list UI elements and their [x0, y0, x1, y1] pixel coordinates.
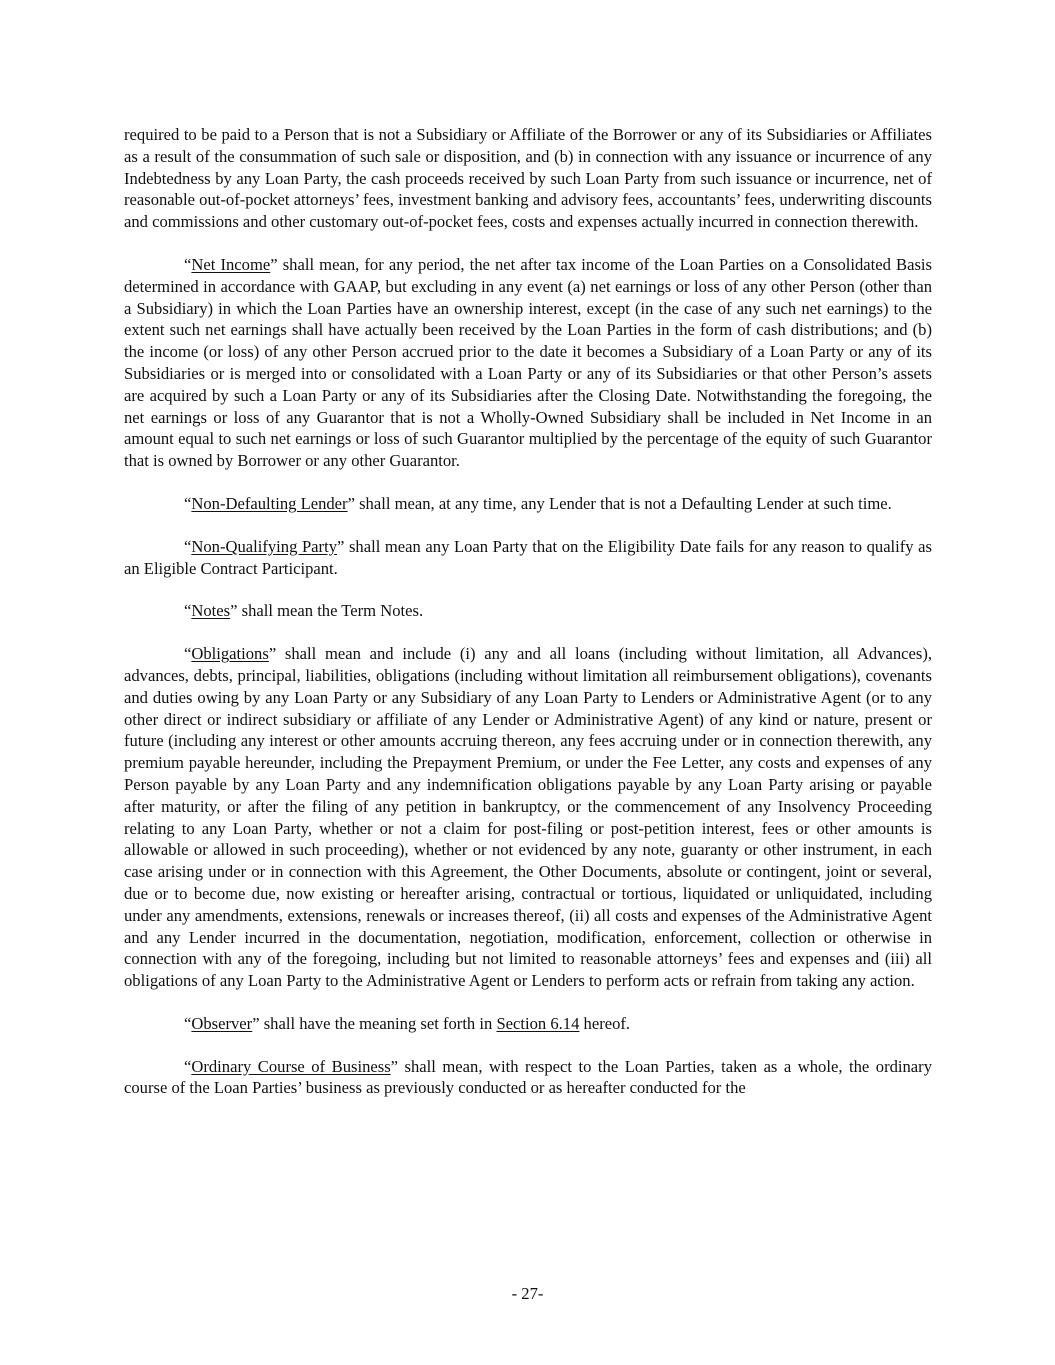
definition-ordinary-course-of-business: “Ordinary Course of Business” shall mean, with respect to the Loan Parties, taken as a whole, the ordinary course of the Loan Parties’ business as previously conducted or as hereafter conducted for the	[124, 1056, 932, 1098]
definition-net-income: “Net Income” shall mean, for any period, the net after tax income of the Loan Parties on a Consolidated Basis determined in accordance with GAAP, but excluding in any event (a) net earnings or loss of any other Person (other than a Subsidiary) in which the Loan Parties have an ownership interest, except (in the case of any such net earnings) to the extent such net earnings shall have actually been received by the Loan Parties in the form of cash distributions; and (b) the income (or loss) of any other Person accrued prior to the date it becomes a Subsidiary of a Loan Party or any of its Subsidiaries or is merged into or consolidated with a Loan Party or any of its Subsidiaries or that other Person’s assets are acquired by such a Loan Party or any of its Subsidiaries after the Closing Date. Notwithstanding the foregoing, the net earnings or loss of any Guarantor that is not a Wholly-Owned Subsidiary shall be included in Net Income in an amount equal to such net earnings or loss of such Guarantor multiplied by the percentage of the equity of such Guarantor that is owned by Borrower or any other Guarantor.	[124, 254, 932, 471]
continuation-paragraph: required to be paid to a Person that is not a Subsidiary or Affiliate of the Borrower or any of its Subsidiaries or Affiliates as a result of the consummation of such sale or disposition, and (b) in connection with any issuance or incurrence of any Indebtedness by any Loan Party, the cash proceeds received by such Loan Party from such issuance or incurrence, net of reasonable out-of-pocket attorneys’ fees, investment banking and advisory fees, accountants’ fees, underwriting discounts and commissions and other customary out-of-pocket fees, costs and expenses actually incurred in connection therewith.	[124, 125, 932, 232]
defined-term: Notes	[191, 601, 231, 621]
definition-text: shall mean, at any time, any Lender that is not a Defaulting Lender at such time.	[354, 493, 892, 513]
definition-text: shall mean and include (i) any and all loans (including without limitation, all Advances), advances, debts, principal, liabilities, obligations (including without limitation all reimbursement obligations), covenants and duties owing by any Loan Party or any Subsidiary of any Loan Party to Lenders or Administrative Agent (or to any other direct or indirect subsidiary or affiliate of any Lender or Administrative Agent) of any kind or nature, present or future (including any interest or other amounts accruing thereon, any fees accruing under or in connection therewith, any premium payable hereunder, including the Prepayment Premium, or under the Fee Letter, any costs and expenses of any Person payable by any Loan Party and any indemnification obligations payable by any Loan Party arising or payable after maturity, or after the filing of any petition in bankruptcy, or the commencement of any Insolvency Proceeding relating to any Loan Party, whether or not a claim for post-filing or post-petition interest, fees or other amounts is allowable or allowed in such proceeding), whether or not evidenced by any note, guaranty or other instrument, in each case arising under or in connection with this Agreement, the Other Documents, absolute or contingent, joint or several, due or to become due, now existing or hereafter arising, contractual or tortious, liquidated or unliquidated, including under any amendments, extensions, renewals or increases thereof, (ii) all costs and expenses of the Administrative Agent and any Lender incurred in the documentation, negotiation, modification, enforcement, collection or otherwise in connection with any of the foregoing, including but not limited to reasonable attorneys’ fees and expenses and (iii) all obligations of any Loan Party to the Administrative Agent or Lenders to perform acts or refrain from taking any action.	[124, 644, 932, 991]
definition-text: shall have the meaning set forth in	[259, 1013, 497, 1033]
definition-text: shall mean any Loan Party that on the Eligibility Date fails for any reason to qualify as an Eligible Contract Participant.	[124, 536, 933, 578]
page-number: - 27-	[511, 1284, 544, 1303]
definition-obligations: “Obligations” shall mean and include (i) any and all loans (including without limitation, all Advances), advances, debts, principal, liabilities, obligations (including without limitation all reimbursement obligations), covenants and duties owing by any Loan Party or any Subsidiary of any Loan Party to Lenders or Administrative Agent (or to any other direct or indirect subsidiary or affiliate of any Lender or Administrative Agent) of any kind or nature, present or future (including any interest or other amounts accruing thereon, any fees accruing under or in connection therewith, any premium payable hereunder, including the Prepayment Premium, or under the Fee Letter, any costs and expenses of any Person payable by any Loan Party and any indemnification obligations payable by any Loan Party arising or payable after maturity, or after the filing of any petition in bankruptcy, or the commencement of any Insolvency Proceeding relating to any Loan Party, whether or not a claim for post-filing or post-petition interest, fees or other amounts is allowable or allowed in such proceeding), whether or not evidenced by any note, guaranty or other instrument, in each case arising under or in connection with this Agreement, the Other Documents, absolute or contingent, joint or several, due or to become due, now existing or hereafter arising, contractual or tortious, liquidated or unliquidated, including under any amendments, extensions, renewals or increases thereof, (ii) all costs and expenses of the Administrative Agent and any Lender incurred in the documentation, negotiation, modification, enforcement, collection or otherwise in connection with any of the foregoing, including but not limited to reasonable attorneys’ fees and expenses and (iii) all obligations of any Loan Party to the Administrative Agent or Lenders to perform acts or refrain from taking any action.	[124, 644, 932, 991]
definition-text: shall mean, with respect to the Loan Parties, taken as a whole, the ordinary course of the Loan Parties’ business as previously conducted or as hereafter conducted for the	[124, 1056, 932, 1098]
defined-term: Ordinary Course of Business	[191, 1056, 391, 1076]
defined-term: Non-Defaulting Lender	[191, 493, 348, 513]
defined-term: Obligations	[191, 644, 269, 664]
definition-non-qualifying-party: “Non-Qualifying Party” shall mean any Loan Party that on the Eligibility Date fails for any reason to qualify as an Eligible Contract Participant.	[124, 536, 933, 578]
definition-text: shall mean the Term Notes.	[237, 601, 424, 621]
defined-term: Net Income	[191, 254, 271, 274]
definition-non-defaulting-lender: “Non-Defaulting Lender” shall mean, at any time, any Lender that is not a Defaulting Lender at such time.	[184, 493, 892, 513]
section-reference: Section 6.14	[496, 1013, 580, 1033]
definition-notes: “Notes” shall mean the Term Notes.	[184, 601, 424, 621]
document-page	[124, 124, 932, 1120]
defined-term: Non-Qualifying Party	[191, 536, 337, 556]
definition-observer: “Observer” shall have the meaning set forth in Section 6.14 hereof.	[184, 1013, 631, 1033]
defined-term: Observer	[191, 1013, 253, 1033]
definition-text: shall mean, for any period, the net after tax income of the Loan Parties on a Consolidated Basis determined in accordance with GAAP, but excluding in any event (a) net earnings or loss of any other Person (other than a Subsidiary) in which the Loan Parties have an ownership interest, except (in the case of any such net earnings) to the extent such net earnings shall have actually been received by the Loan Parties in the form of cash distributions; and (b) the income (or loss) of any other Person accrued prior to the date it becomes a Subsidiary of a Loan Party or any of its Subsidiaries or is merged into or consolidated with a Loan Party or any of its Subsidiaries or that other Person’s assets are acquired by such a Loan Party or any of its Subsidiaries after the Closing Date. Notwithstanding the foregoing, the net earnings or loss of any Guarantor that is not a Wholly-Owned Subsidiary shall be included in Net Income in an amount equal to such net earnings or loss of such Guarantor multiplied by the percentage of the equity of such Guarantor that is owned by Borrower or any other Guarantor.	[124, 254, 932, 471]
